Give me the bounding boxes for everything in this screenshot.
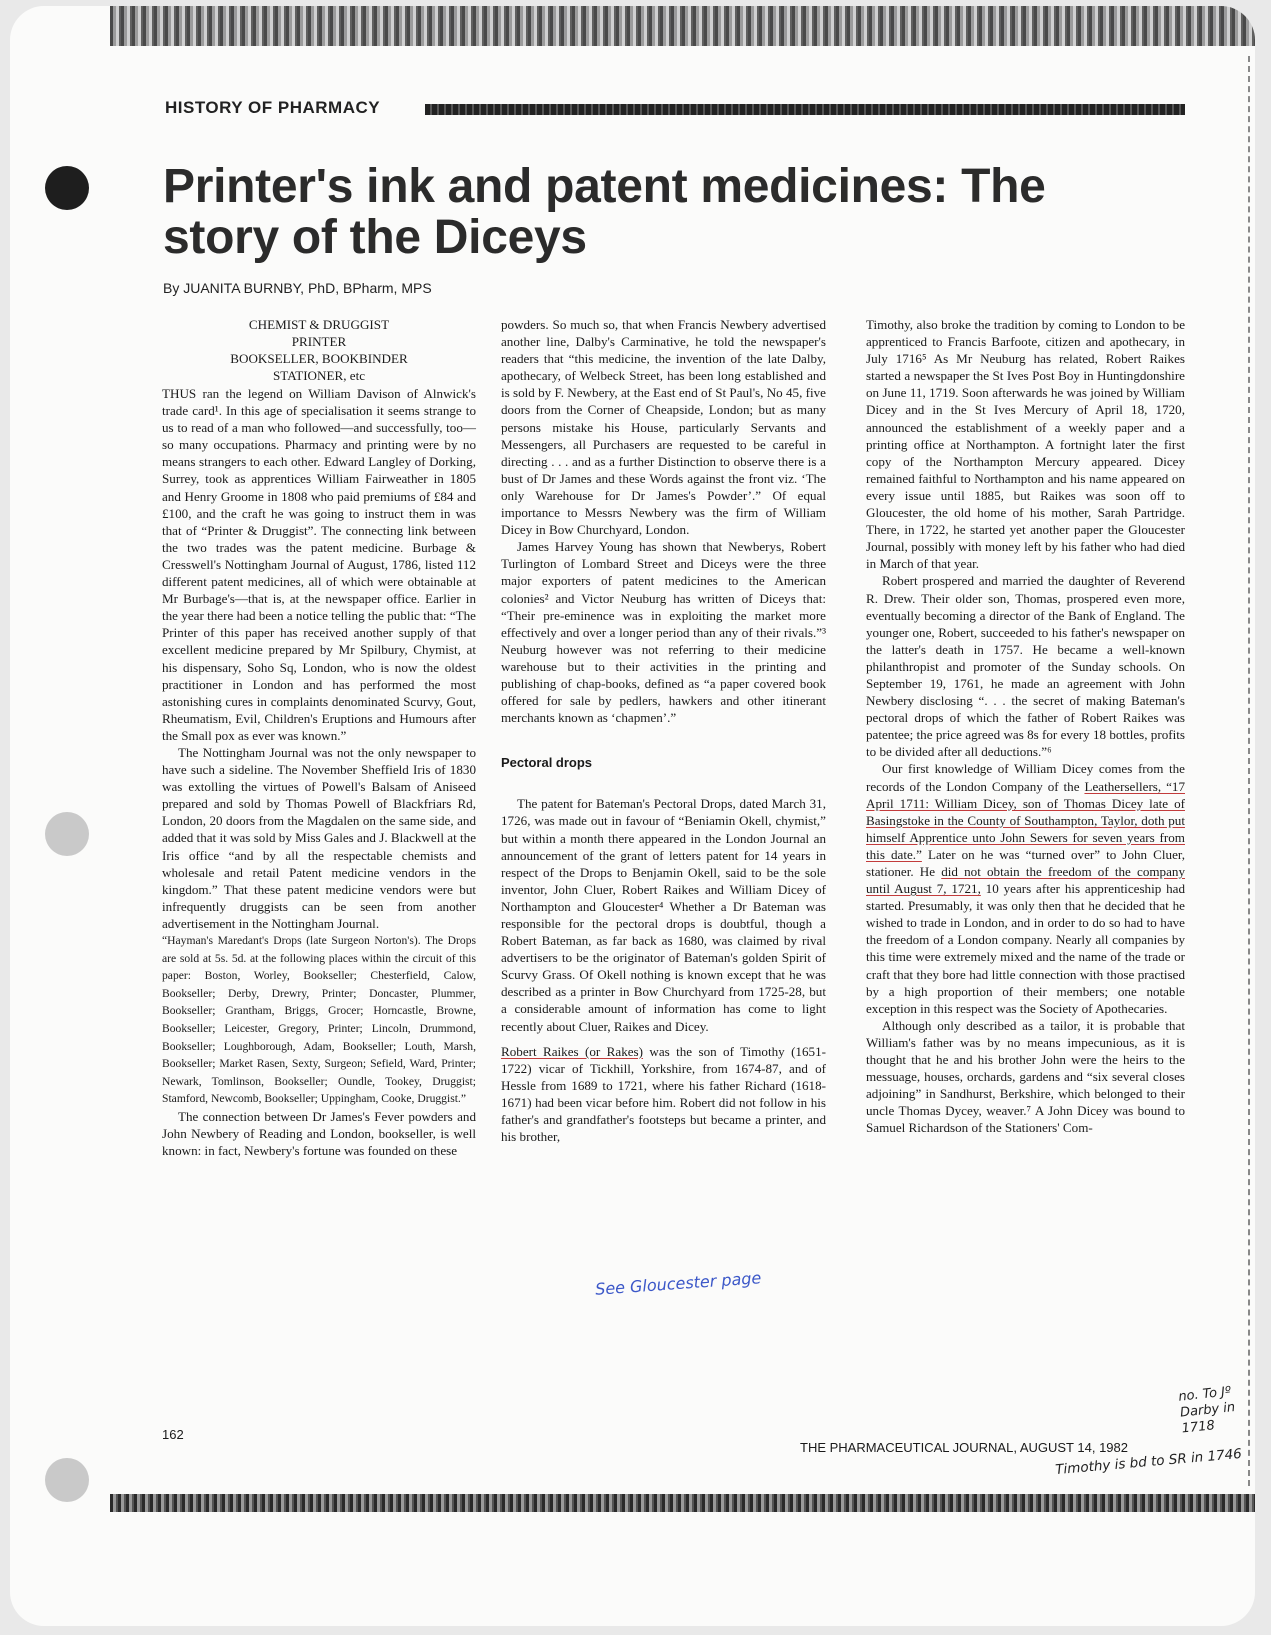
punch-hole xyxy=(45,166,89,210)
paragraph: Timothy, also broke the tradition by coming to London to be apprenticed to Francis Barfoote, citizen and apothecary, in July 1716⁵ As Mr Neuburg has related, Robert Raikes started a newspaper the St Ives Post Boy in Huntingdonshire on June 11, 1719. Soon afterwards he was joined by William Dicey and in the St Ives Mercury of April 18, 1720, announced the establishment of a weekly paper and a printing office at Northampton. A fortnight later the first copy of the Northampton Mercury appeared. Dicey remained faithful to Northampton and his name appeared on every issue until 1885, but Raikes was soon off to Gloucester, the old home of his mother, Sarah Partridge. There, in 1722, he started yet another paper the Gloucester Journal, possibly with money left by his father who had died in March of that year. xyxy=(866,317,1185,572)
advert-quote: “Hayman's Maredant's Drops (late Surgeon Norton's). The Drops are sold at 5s. 5d. at the following places within the circuit of this paper: Boston, Worley, Bookseller; Chesterfield, Calow, Bookseller; Derby, Drewry, Printer; Doncaster, Plummer, Bookseller; Grantham, Briggs, Grocer; Horncastle, Browne, Bookseller; Leicester, Gregory, Printer; Lincoln, Drummond, Bookseller; Loughborough, Adam, Bookseller; Louth, Marsh, Bookseller; Market Rasen, Sexty, Surgeon; Sefield, Ward, Printer; Newark, Tomlinson, Bookseller; Oundle, Tookey, Druggist; Stamford, Newcomb, Bookseller; Uppingham, Cooke, Druggist.” xyxy=(162,934,476,1106)
scanned-page xyxy=(10,6,1255,1626)
paragraph-text: Later on he was “turned over” to John Cluer, stationer. He xyxy=(866,846,1186,879)
handwritten-bottom-note: Timothy is bd to SR in 1746 xyxy=(1054,1445,1243,1479)
paragraph: Robert prospered and married the daughter of Reverend R. Drew. Their older son, Thomas, prospered even more, eventually becoming a director of the Bank of England. The younger one, Robert, succeeded to his father's newspaper on the latter's death in 1757. He became a well-known philanthropist and promoter of the Sunday schools. On September 19, 1761, he made an agreement with John Newbery disclosing “. . . the secret of making Bateman's pectoral drops of which the father of Robert Raikes was patentee; the price agreed was 8s for every 18 bottles, profits to be divided after all deductions.”⁶ xyxy=(866,573,1185,760)
paragraph: powders. So much so, that when Francis Newbery advertised another line, Dalby's Carminative, he told the newspaper's readers that “this medicine, the invention of the late Dalby, apothecary, of Welbeck Street, has been long established and is sold by F. Newbery, at the East end of St Paul's, No 45, five doors from the Corner of Cheapside, London; but as many persons mistake his House, particularly Servants and Messengers, all Purchasers are requested to be careful in directing . . . and as a further Distinction to observe there is a bust of Dr James and these Words against the front viz. ‘The only Warehouse for Dr James's Powder’.” Of equal importance to Messrs Newbery was the firm of William Dicey in Bow Churchyard, London. xyxy=(501,317,826,538)
paragraph-text: 10 years after his apprenticeship had started. Presumably, it was only then that he decided that he wished to trade in London, and in order to do so had to have the freedom of a London company. Nearly all companies by this time were extremely mixed and the name of the trade or craft that they bore had little connection with those practised by a high proportion of their members; one notable exception in this respect was the Society of Apothecaries. xyxy=(866,881,1185,1016)
paragraph: James Harvey Young has shown that Newberys, Robert Turlington of Lombard Street and Diceys were the three major exporters of patent medicines to the American colonies² and Victor Neuburg has written of Diceys that: “Their pre-eminence was in exploiting the market more effectively and over a longer period than any of their rivals.”³ Neuburg however was not referring to their medicine warehouse but to their activities in the printing and publishing of chap-books, defined as “a paper covered book offered for sale by pedlers, hawkers and other itinerant merchants known as ‘chapmen’.” xyxy=(501,539,826,726)
paragraph-text: was the son of Timothy (1651-1722) vicar of Tickhill, Yorkshire, from 1674-87, and of Hessle from 1689 to 1721, where his father Richard (1618-1671) had been vicar before him. Robert did not follow in his father's and grandfather's footsteps but became a printer, and his brother, xyxy=(501,1043,826,1145)
section-label: HISTORY OF PHARMACY xyxy=(165,98,381,117)
byline: By JUANITA BURNBY, PhD, BPharm, MPS xyxy=(163,280,432,296)
scan-edge-top xyxy=(110,6,1255,46)
paragraph: The Nottingham Journal was not the only newspaper to have such a sideline. The November Sheffield Iris of 1830 was extolling the virtues of Powell's Balsam of Aniseed prepared and sold by Thomas Powell of Blackfriars Rd, London, 20 doors from the Magdalen on the same side, and added that it was sold by Miss Gales and J. Blackwell at the Iris office “and by all the respectable chemists and wholesale and retail Patent medicine vendors in the kingdom.” That these patent medicine vendors were but infrequently druggists can be seen from another advertisement in the Nottingham Journal. xyxy=(162,744,476,931)
trade-card-line: BOOKSELLER, BOOKBINDER xyxy=(230,351,408,366)
section-rule xyxy=(425,104,1185,115)
column-2 xyxy=(501,316,826,1145)
paragraph: THUS ran the legend on William Davison of Alnwick's trade card¹. In this age of specialisation it seems strange to us to read of a man who followed—and successfully, too—so many occupations. Pharmacy and printing were by no means strangers to each other. Edward Langley of Dorking, Surrey, took as apprentices William Fairweather in 1805 and Henry Groome in 1808 who paid premiums of £84 and £100, and the craft he was going to instruct them in was that of “Printer & Druggist”. The connecting link between the two trades was the patent medicine. Burbage & Cresswell's Nottingham Journal of August, 1786, listed 112 different patent medicines, all of which were obtainable at Mr Burbage's—that is, at the newspaper office. Earlier in the year there had been a notice telling the public that: “The Printer of this paper has received another supply of that excellent medicine prepared by Mr Spilbury, Chymist, at his dispensary, Soho Sq, London, who is now the oldest practitioner in London and has performed the most astonishing cures in complaints denominated Scurvy, Gout, Rheumatism, Evil, Children's Eruptions and Humours after the Small pox as ever was known.” xyxy=(162,386,476,743)
page-number: 162 xyxy=(162,1427,184,1442)
trade-card-line: STATIONER, etc xyxy=(272,368,366,383)
punch-hole xyxy=(45,1458,89,1502)
underlined-text: Leathersellers, “17 April 1711: William Dicey, son of Thomas Dicey late of Basingstoke in the County of Southampton, Taylor, doth put himself Apprentice unto John Sewers for seven years from this date.” xyxy=(866,778,1185,862)
handwritten-margin-note: no. To Jº Darby in 1718 xyxy=(1177,1384,1236,1437)
article-title: Printer's ink and patent medicines: The story of the Diceys xyxy=(163,160,1046,264)
scan-edge-bottom xyxy=(110,1494,1255,1512)
handwritten-annotation: See Gloucester page xyxy=(594,1268,762,1299)
paragraph: The patent for Bateman's Pectoral Drops, dated March 31, 1726, was made out in favour of “Beniamin Okell, chymist,” but within a month there appeared in the London Journal an announcement of the grant of letters patent for 14 years in respect of the Drops to Benjamin Okell, said to be the sole inventor, John Cluer, Robert Raikes and William Dicey of Northampton and Gloucester⁴ Whether a Dr Bateman was responsible for the pectoral drops is doubtful, though a Robert Bateman, as far back as 1680, was claimed by rival advertisers to be the originator of Bateman's golden Spirit of Scurvy Grass. Of Okell nothing is known except that he was described as a printer in Bow Churchyard from 1725-28, but a considerable amount of information has come to light recently about Cluer, Raikes and Dicey. xyxy=(501,796,826,1034)
paragraph xyxy=(866,760,1185,1016)
trade-card-line: CHEMIST & DRUGGIST xyxy=(248,317,390,332)
column-1 xyxy=(162,316,476,1159)
trade-card-line: PRINTER xyxy=(291,334,347,349)
subheading: Pectoral drops xyxy=(501,755,593,771)
underlined-text: did not obtain the freedom of the company until August 7, 1721, xyxy=(866,864,1186,897)
trade-card-legend xyxy=(162,316,476,384)
scan-edge-right xyxy=(1248,56,1255,1486)
punch-hole xyxy=(45,812,89,856)
underlined-text: Robert Raikes (or Rakes) xyxy=(501,1043,644,1059)
paragraph: Although only described as a tailor, it is probable that William's father was by no means impecunious, as it is thought that he and his brother John were the heirs to the messuage, houses, orchards, gardens and “six several closes adjoining” in Sandhurst, Berkshire, which belonged to their uncle Thomas Dycey, weaver.⁷ A John Dicey was bound to Samuel Richardson of the Stationers' Com- xyxy=(866,1017,1185,1136)
journal-footer: THE PHARMACEUTICAL JOURNAL, AUGUST 14, 1982 xyxy=(800,1440,1128,1455)
paragraph-text: Our first knowledge of William Dicey comes from the records of the London Company of the xyxy=(866,761,1185,794)
column-3 xyxy=(866,316,1185,1137)
paragraph: The connection between Dr James's Fever powders and John Newbery of Reading and London, bookseller, is well known: in fact, Newbery's fortune was founded on these xyxy=(162,1108,476,1159)
